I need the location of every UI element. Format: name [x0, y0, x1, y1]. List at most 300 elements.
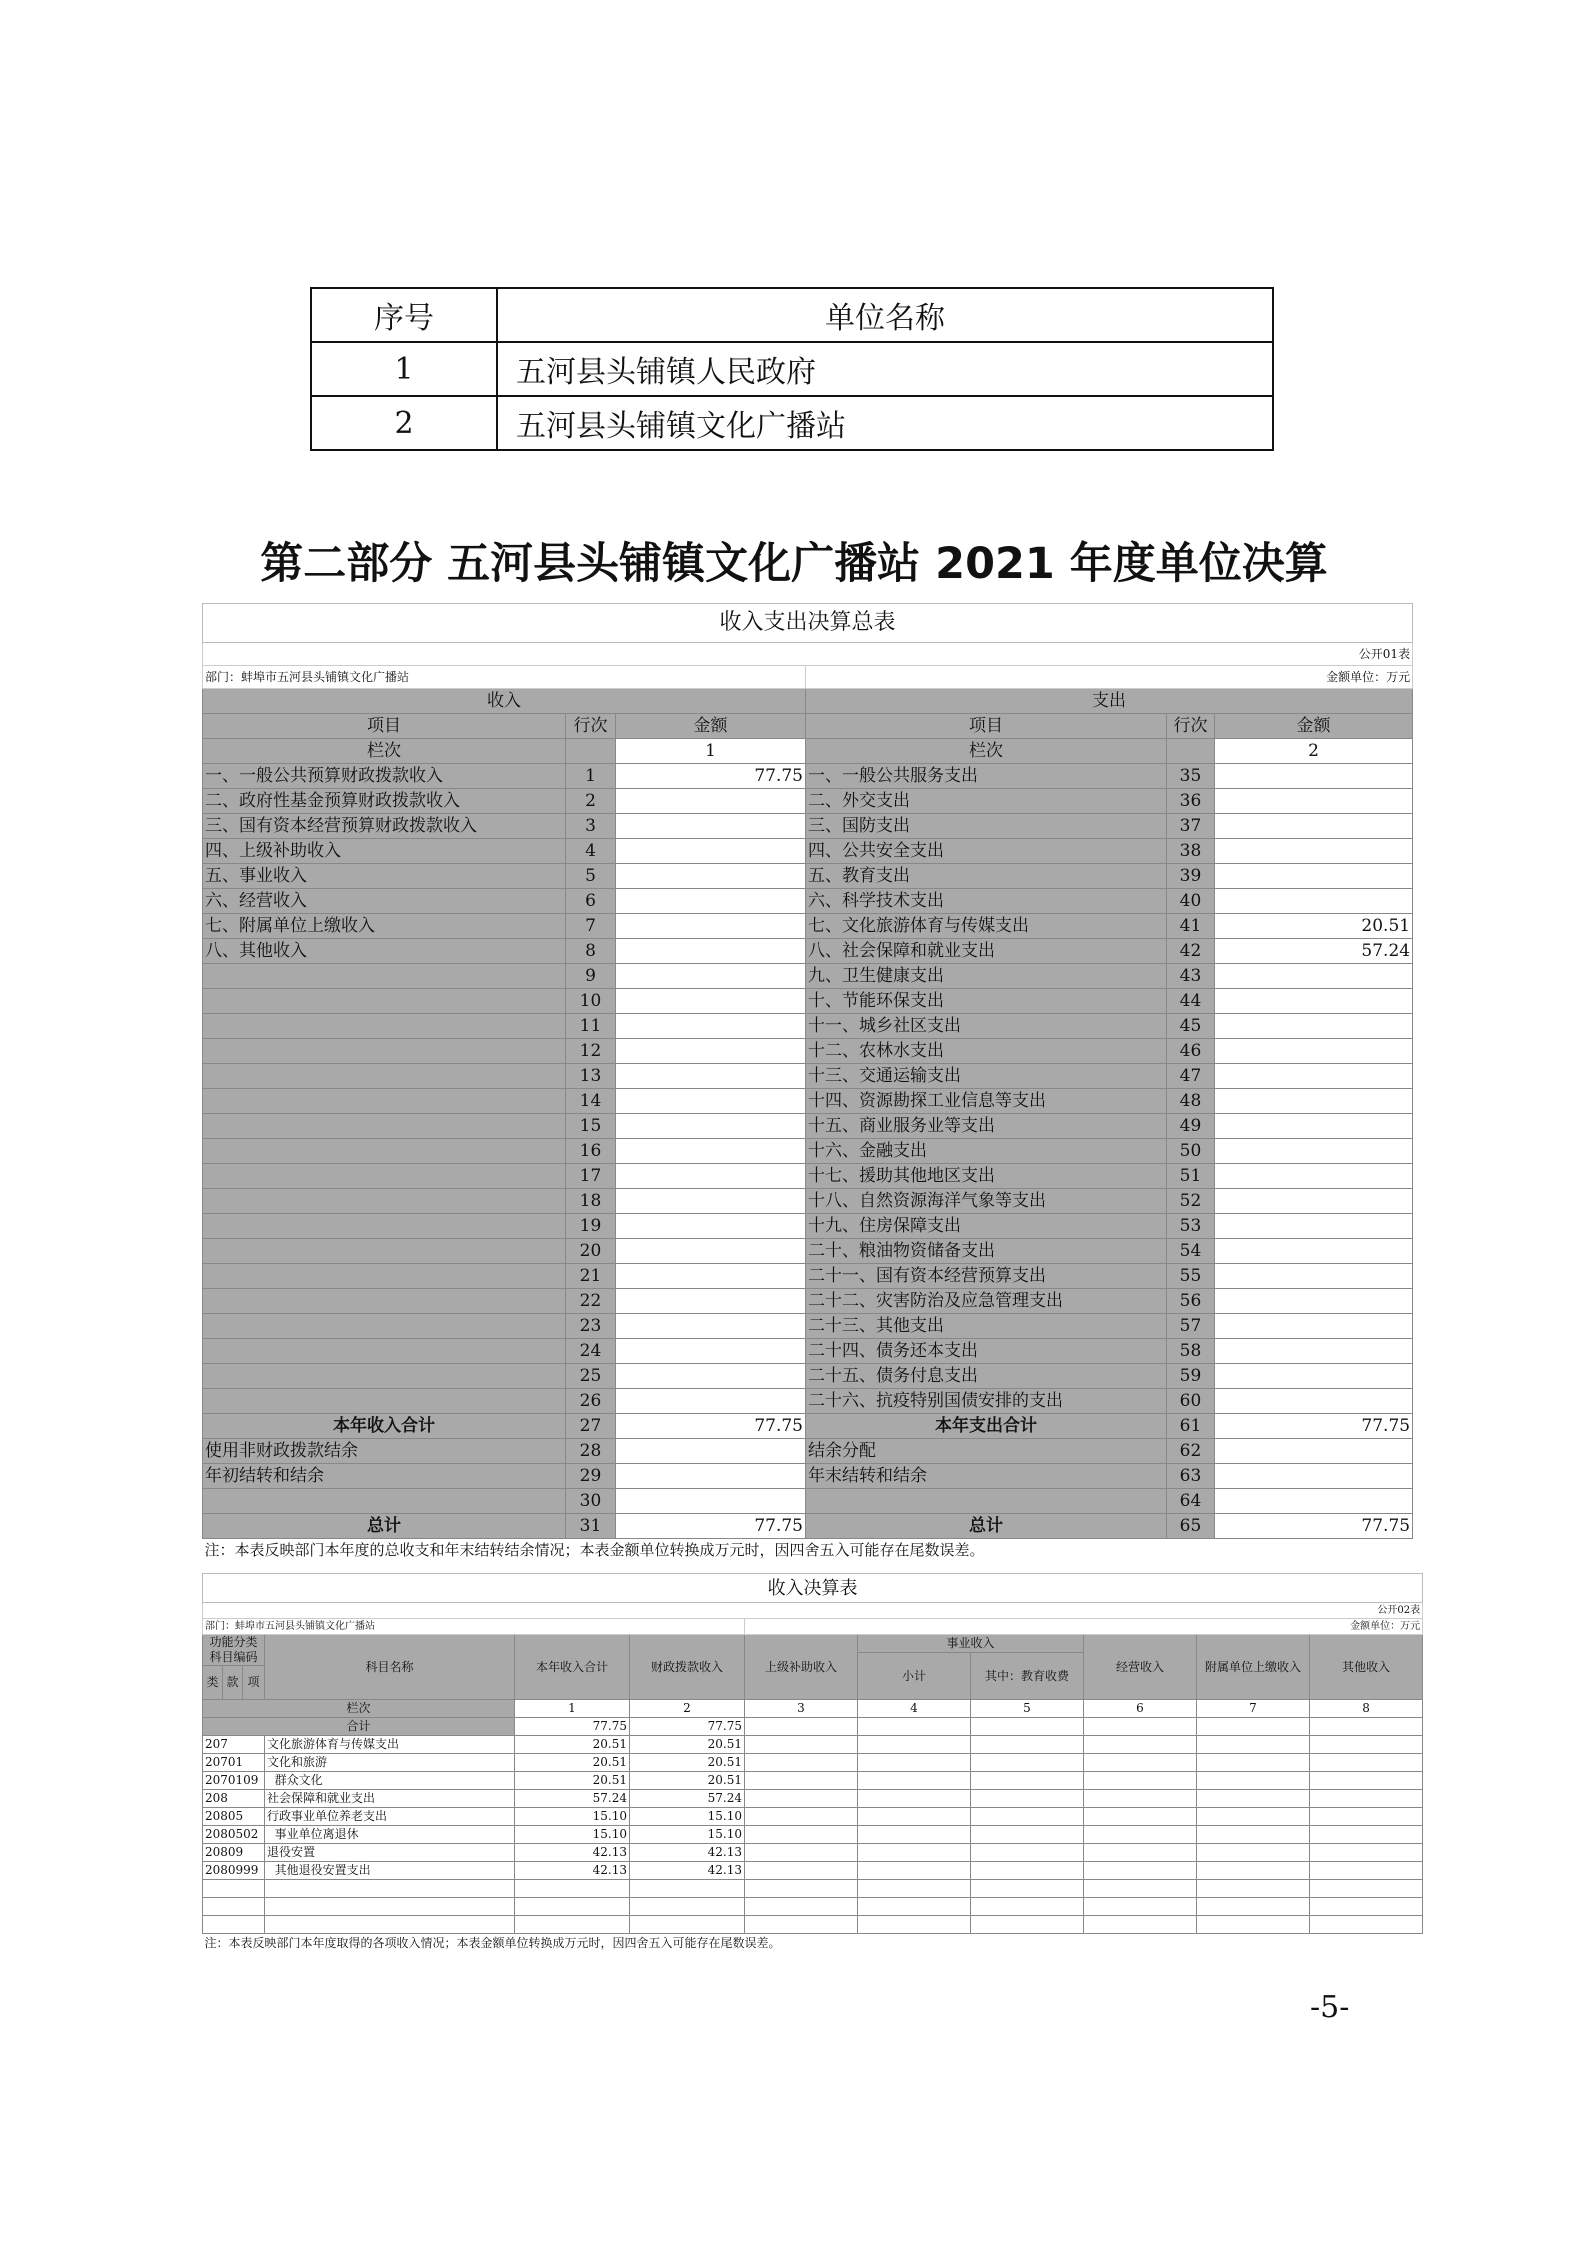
summary-row: [203, 989, 1413, 1014]
h-name: 科目名称: [265, 1635, 515, 1700]
expense-item: 十八、自然资源海洋气象等支出: [806, 1189, 1167, 1214]
income-line: 19: [566, 1214, 616, 1239]
income-col-number: 2: [630, 1700, 745, 1718]
expense-amount: [1215, 1114, 1413, 1139]
income-line: 15: [566, 1114, 616, 1139]
income-amount: [616, 1239, 806, 1264]
expense-item: 本年支出合计: [806, 1414, 1167, 1439]
expense-amount: [1215, 1389, 1413, 1414]
income-line: 11: [566, 1014, 616, 1039]
expense-line: 42: [1167, 939, 1215, 964]
expense-line: 35: [1167, 764, 1215, 789]
income-amount: 77.75: [616, 1414, 806, 1439]
expense-amount: [1215, 1364, 1413, 1389]
income-subject-name: 行政事业单位养老支出: [265, 1808, 515, 1826]
income-amount: [616, 1389, 806, 1414]
h-other: 其他收入: [1310, 1635, 1423, 1700]
expense-amount: [1215, 1139, 1413, 1164]
expense-item: 二十一、国有资本经营预算支出: [806, 1264, 1167, 1289]
summary-row: [203, 939, 1413, 964]
expense-item: 年末结转和结余: [806, 1464, 1167, 1489]
income-line: 9: [566, 964, 616, 989]
income-amount: [616, 1089, 806, 1114]
income-item: [203, 1089, 566, 1114]
income-line: 3: [566, 814, 616, 839]
part-title: 第二部分 五河县头铺镇文化广播站 2021 年度单位决算: [260, 539, 1328, 589]
income-title: 收入决算表: [203, 1574, 1423, 1603]
expense-line: 36: [1167, 789, 1215, 814]
expense-amount: [1215, 814, 1413, 839]
income-row: [203, 1826, 1423, 1844]
expense-amount: [1215, 1064, 1413, 1089]
income-line: 13: [566, 1064, 616, 1089]
expense-item: 二十、粮油物资储备支出: [806, 1239, 1167, 1264]
summary-dept: 部门：蚌埠市五河县头铺镇文化广播站: [203, 666, 806, 689]
expense-amount: [1215, 964, 1413, 989]
expense-line: 62: [1167, 1439, 1215, 1464]
income-line: 30: [566, 1489, 616, 1514]
income-amount: [616, 1064, 806, 1089]
expense-line: 51: [1167, 1164, 1215, 1189]
expense-item: 二十五、债务付息支出: [806, 1364, 1167, 1389]
income-code: 2080999: [203, 1862, 265, 1880]
expense-amount: [1215, 1014, 1413, 1039]
expense-item: 二十六、抗疫特别国债安排的支出: [806, 1389, 1167, 1414]
income-line: 26: [566, 1389, 616, 1414]
expense-line: 38: [1167, 839, 1215, 864]
income-row: [203, 1772, 1423, 1790]
summary-row: [203, 764, 1413, 789]
summary-unit: 金额单位：万元: [806, 666, 1413, 689]
income-row: [203, 1736, 1423, 1754]
income-line: 7: [566, 914, 616, 939]
page-number: -5-: [1310, 1990, 1350, 2025]
summary-row: [203, 1439, 1413, 1464]
income-item: 八、其他收入: [203, 939, 566, 964]
income-amount: [616, 1464, 806, 1489]
income-item: [203, 1064, 566, 1089]
income-item: [203, 1114, 566, 1139]
income-line: 18: [566, 1189, 616, 1214]
expense-item: 十九、住房保障支出: [806, 1214, 1167, 1239]
income-item: [203, 1264, 566, 1289]
unit-table-cell: 五河县头铺镇人民政府: [497, 342, 1273, 396]
summary-row: [203, 1314, 1413, 1339]
income-line: 10: [566, 989, 616, 1014]
income-line: 21: [566, 1264, 616, 1289]
expense-item: 二十四、债务还本支出: [806, 1339, 1167, 1364]
income-col-number: 4: [858, 1700, 971, 1718]
expense-line: 60: [1167, 1389, 1215, 1414]
summary-row: [203, 1289, 1413, 1314]
expense-line: 53: [1167, 1214, 1215, 1239]
summary-row: [203, 1264, 1413, 1289]
expense-amount: [1215, 764, 1413, 789]
income-subject-name: 文化和旅游: [265, 1754, 515, 1772]
income-unit: 金额单位：万元: [745, 1619, 1423, 1635]
income-item: 七、附属单位上缴收入: [203, 914, 566, 939]
expense-item: 二十二、灾害防治及应急管理支出: [806, 1289, 1167, 1314]
expense-line: 52: [1167, 1189, 1215, 1214]
expense-line: 44: [1167, 989, 1215, 1014]
expense-item: 十二、农林水支出: [806, 1039, 1167, 1064]
summary-row: [203, 914, 1413, 939]
income-row: [203, 1844, 1423, 1862]
h-lei: 类: [203, 1666, 223, 1700]
income-subject-name: 事业单位离退休: [265, 1826, 515, 1844]
income-col-number: 5: [971, 1700, 1084, 1718]
income-item: 五、事业收入: [203, 864, 566, 889]
income-line: 23: [566, 1314, 616, 1339]
income-item: [203, 1039, 566, 1064]
expense-line: 50: [1167, 1139, 1215, 1164]
expense-amount: [1215, 1039, 1413, 1064]
income-amount: [616, 1189, 806, 1214]
expense-item: 结余分配: [806, 1439, 1167, 1464]
expense-item: 十四、资源勘探工业信息等支出: [806, 1089, 1167, 1114]
unit-table-header-index: 序号: [311, 288, 497, 342]
expense-line: 57: [1167, 1314, 1215, 1339]
summary-row: [203, 1014, 1413, 1039]
summary-row: [203, 1239, 1413, 1264]
income-row: [203, 1790, 1423, 1808]
income-amount: [616, 1014, 806, 1039]
expense-header: 支出: [806, 689, 1413, 714]
unit-table-cell: 五河县头铺镇文化广播站: [497, 396, 1273, 450]
unit-table-cell: 1: [311, 342, 497, 396]
expense-item: 二十三、其他支出: [806, 1314, 1167, 1339]
income-line: 1: [566, 764, 616, 789]
income-code: 20701: [203, 1754, 265, 1772]
expense-line: 65: [1167, 1514, 1215, 1539]
income-amount: [616, 1289, 806, 1314]
expense-item: [806, 1489, 1167, 1514]
income-item: 本年收入合计: [203, 1414, 566, 1439]
income-row-fiscal: 15.10: [630, 1808, 745, 1826]
expense-amount: [1215, 1439, 1413, 1464]
income-amount: [616, 789, 806, 814]
expense-amount: [1215, 1089, 1413, 1114]
income-item: [203, 1489, 566, 1514]
income-item: [203, 989, 566, 1014]
income-col-number: 6: [1084, 1700, 1197, 1718]
h-total: 本年收入合计: [515, 1635, 630, 1700]
expense-item: 十一、城乡社区支出: [806, 1014, 1167, 1039]
expense-line: 59: [1167, 1364, 1215, 1389]
income-code: 20805: [203, 1808, 265, 1826]
expense-amount: [1215, 789, 1413, 814]
expense-line: 48: [1167, 1089, 1215, 1114]
income-line: 31: [566, 1514, 616, 1539]
summary-row: [203, 814, 1413, 839]
income-code: 2070109: [203, 1772, 265, 1790]
income-row-total: 15.10: [515, 1826, 630, 1844]
income-row-total: 20.51: [515, 1772, 630, 1790]
income-line: 12: [566, 1039, 616, 1064]
income-header: 收入: [203, 689, 806, 714]
income-item: [203, 1139, 566, 1164]
expense-item: 十七、援助其他地区支出: [806, 1164, 1167, 1189]
income-item: 年初结转和结余: [203, 1464, 566, 1489]
income-subject-name: 群众文化: [265, 1772, 515, 1790]
h-operating: 经营收入: [1084, 1635, 1197, 1700]
income-item: [203, 1389, 566, 1414]
summary-row: [203, 1489, 1413, 1514]
expense-line: 39: [1167, 864, 1215, 889]
income-table-code: 公开02表: [203, 1603, 1423, 1619]
expense-item: 七、文化旅游体育与传媒支出: [806, 914, 1167, 939]
expense-amount: [1215, 1264, 1413, 1289]
expense-item: 总计: [806, 1514, 1167, 1539]
income-item: 六、经营收入: [203, 889, 566, 914]
income-item: [203, 1014, 566, 1039]
income-amount: [616, 1339, 806, 1364]
expense-line: 43: [1167, 964, 1215, 989]
expense-item: 五、教育支出: [806, 864, 1167, 889]
expense-amount: [1215, 1214, 1413, 1239]
income-item: [203, 1289, 566, 1314]
income-amount: [616, 1114, 806, 1139]
income-code: 207: [203, 1736, 265, 1754]
col-line: 行次: [1167, 714, 1215, 739]
income-amount: [616, 989, 806, 1014]
income-code: 208: [203, 1790, 265, 1808]
income-amount: [616, 1164, 806, 1189]
income-total-value: 77.75: [630, 1718, 745, 1736]
summary-row: [203, 1039, 1413, 1064]
expense-item: 九、卫生健康支出: [806, 964, 1167, 989]
summary-row: [203, 1389, 1413, 1414]
col-amount: 金额: [1215, 714, 1413, 739]
col-number: 1: [616, 739, 806, 764]
income-amount: [616, 1439, 806, 1464]
h-code: 功能分类科目编码: [203, 1635, 265, 1666]
expense-amount: [1215, 1489, 1413, 1514]
income-col-number: 8: [1310, 1700, 1423, 1718]
expense-line: 56: [1167, 1289, 1215, 1314]
income-amount: [616, 889, 806, 914]
income-amount: [616, 814, 806, 839]
income-amount: [616, 1139, 806, 1164]
income-amount: [616, 839, 806, 864]
summary-table-code: 公开01表: [203, 643, 1413, 666]
income-item: 二、政府性基金预算财政拨款收入: [203, 789, 566, 814]
income-amount: [616, 939, 806, 964]
unit-name-table: [310, 287, 1274, 451]
h-business: 事业收入: [858, 1635, 1084, 1653]
expense-amount: 57.24: [1215, 939, 1413, 964]
expense-item: 十三、交通运输支出: [806, 1064, 1167, 1089]
income-line: 14: [566, 1089, 616, 1114]
expense-line: 46: [1167, 1039, 1215, 1064]
income-item: [203, 1239, 566, 1264]
h-edu: 其中：教育收费: [971, 1653, 1084, 1700]
income-row: [203, 1754, 1423, 1772]
summary-row: [203, 1339, 1413, 1364]
income-amount: [616, 1364, 806, 1389]
income-item: 四、上级补助收入: [203, 839, 566, 864]
income-row-empty: [203, 1898, 1423, 1916]
income-line: 24: [566, 1339, 616, 1364]
expense-item: 八、社会保障和就业支出: [806, 939, 1167, 964]
income-line: 20: [566, 1239, 616, 1264]
summary-row: [203, 1214, 1413, 1239]
expense-amount: 77.75: [1215, 1514, 1413, 1539]
expense-line: 63: [1167, 1464, 1215, 1489]
income-row-total: 57.24: [515, 1790, 630, 1808]
income-item: [203, 1164, 566, 1189]
summary-note: 注：本表反映部门本年度的总收支和年末结转结余情况；本表金额单位转换成万元时，因四舍五入可能存在尾数误差。: [203, 1539, 1413, 1562]
summary-row: [203, 1139, 1413, 1164]
income-amount: 77.75: [616, 1514, 806, 1539]
income-row-fiscal: 57.24: [630, 1790, 745, 1808]
income-row-total: 20.51: [515, 1736, 630, 1754]
income-item: 总计: [203, 1514, 566, 1539]
income-amount: [616, 1039, 806, 1064]
expense-item: 十六、金融支出: [806, 1139, 1167, 1164]
expense-line: 40: [1167, 889, 1215, 914]
income-line: 29: [566, 1464, 616, 1489]
income-amount: [616, 914, 806, 939]
expense-line: 45: [1167, 1014, 1215, 1039]
expense-line: 58: [1167, 1339, 1215, 1364]
expense-amount: [1215, 1189, 1413, 1214]
income-item: [203, 1314, 566, 1339]
income-amount: 77.75: [616, 764, 806, 789]
expense-item: 十五、商业服务业等支出: [806, 1114, 1167, 1139]
income-total-value: 77.75: [515, 1718, 630, 1736]
expense-amount: [1215, 1464, 1413, 1489]
expense-amount: [1215, 1239, 1413, 1264]
income-code: 2080502: [203, 1826, 265, 1844]
income-line: 2: [566, 789, 616, 814]
income-item: 一、一般公共预算财政拨款收入: [203, 764, 566, 789]
summary-row: [203, 1089, 1413, 1114]
expense-line: 49: [1167, 1114, 1215, 1139]
summary-row: [203, 1514, 1413, 1539]
expense-item: 一、一般公共服务支出: [806, 764, 1167, 789]
expense-amount: 77.75: [1215, 1414, 1413, 1439]
summary-row: [203, 1064, 1413, 1089]
summary-row: [203, 1164, 1413, 1189]
h-affiliated: 附属单位上缴收入: [1197, 1635, 1310, 1700]
summary-row: [203, 1464, 1413, 1489]
income-line: 4: [566, 839, 616, 864]
income-note: 注：本表反映部门本年度取得的各项收入情况；本表金额单位转换成万元时，因四舍五入可能存在尾数误差。: [204, 1935, 781, 1950]
h-superior: 上级补助收入: [745, 1635, 858, 1700]
expense-line: 61: [1167, 1414, 1215, 1439]
income-row: [203, 1808, 1423, 1826]
col-item: 项目: [806, 714, 1167, 739]
summary-title: 收入支出决算总表: [203, 604, 1413, 643]
income-amount: [616, 864, 806, 889]
income-line: 5: [566, 864, 616, 889]
income-col-number: 1: [515, 1700, 630, 1718]
expense-amount: [1215, 1289, 1413, 1314]
summary-row: [203, 864, 1413, 889]
income-row-fiscal: 42.13: [630, 1862, 745, 1880]
unit-table-cell: 2: [311, 396, 497, 450]
expense-line: 54: [1167, 1239, 1215, 1264]
income-dept: 部门：蚌埠市五河县头铺镇文化广播站: [203, 1619, 745, 1635]
income-item: 三、国有资本经营预算财政拨款收入: [203, 814, 566, 839]
expense-line: 37: [1167, 814, 1215, 839]
income-subject-name: 退役安置: [265, 1844, 515, 1862]
income-col-number: 3: [745, 1700, 858, 1718]
expense-amount: [1215, 1164, 1413, 1189]
income-subject-name: 其他退役安置支出: [265, 1862, 515, 1880]
expense-amount: [1215, 864, 1413, 889]
income-total-label: 合计: [203, 1718, 515, 1736]
income-item: [203, 964, 566, 989]
expense-line: 41: [1167, 914, 1215, 939]
expense-amount: 20.51: [1215, 914, 1413, 939]
income-row-total: 42.13: [515, 1862, 630, 1880]
expense-item: 二、外交支出: [806, 789, 1167, 814]
income-code: 20809: [203, 1844, 265, 1862]
income-line: 8: [566, 939, 616, 964]
income-row-fiscal: 20.51: [630, 1736, 745, 1754]
income-item: [203, 1214, 566, 1239]
income-item: [203, 1189, 566, 1214]
col-number: 2: [1215, 739, 1413, 764]
income-subject-name: 文化旅游体育与传媒支出: [265, 1736, 515, 1754]
income-expense-summary-table: [202, 603, 1413, 1561]
summary-row: [203, 789, 1413, 814]
h-xiang: 项: [243, 1666, 265, 1700]
summary-row: [203, 839, 1413, 864]
income-line: 25: [566, 1364, 616, 1389]
income-row-empty: [203, 1880, 1423, 1898]
income-row-fiscal: 20.51: [630, 1772, 745, 1790]
income-row-empty: [203, 1916, 1423, 1934]
income-row-total: 42.13: [515, 1844, 630, 1862]
expense-amount: [1215, 1339, 1413, 1364]
income-row-total: 20.51: [515, 1754, 630, 1772]
income-col-number: 7: [1197, 1700, 1310, 1718]
income-lanci: 栏次: [203, 1700, 515, 1718]
col-lanci: 栏次: [203, 739, 566, 764]
expense-item: 十、节能环保支出: [806, 989, 1167, 1014]
income-line: 17: [566, 1164, 616, 1189]
expense-line: 55: [1167, 1264, 1215, 1289]
summary-row: [203, 1414, 1413, 1439]
income-row-fiscal: 20.51: [630, 1754, 745, 1772]
income-line: 22: [566, 1289, 616, 1314]
h-kuan: 款: [223, 1666, 243, 1700]
summary-row: [203, 1364, 1413, 1389]
income-line: 6: [566, 889, 616, 914]
income-amount: [616, 1489, 806, 1514]
income-amount: [616, 1314, 806, 1339]
h-subtotal: 小计: [858, 1653, 971, 1700]
income-row-fiscal: 42.13: [630, 1844, 745, 1862]
income-amount: [616, 1214, 806, 1239]
col-item: 项目: [203, 714, 566, 739]
income-amount: [616, 964, 806, 989]
income-item: 使用非财政拨款结余: [203, 1439, 566, 1464]
h-fiscal: 财政拨款收入: [630, 1635, 745, 1700]
col-lanci: 栏次: [806, 739, 1167, 764]
expense-item: 六、科学技术支出: [806, 889, 1167, 914]
income-line: 16: [566, 1139, 616, 1164]
income-subject-name: 社会保障和就业支出: [265, 1790, 515, 1808]
income-line: 27: [566, 1414, 616, 1439]
income-final-account-table: [202, 1573, 1423, 1952]
income-item: [203, 1364, 566, 1389]
summary-row: [203, 1189, 1413, 1214]
summary-row: [203, 889, 1413, 914]
